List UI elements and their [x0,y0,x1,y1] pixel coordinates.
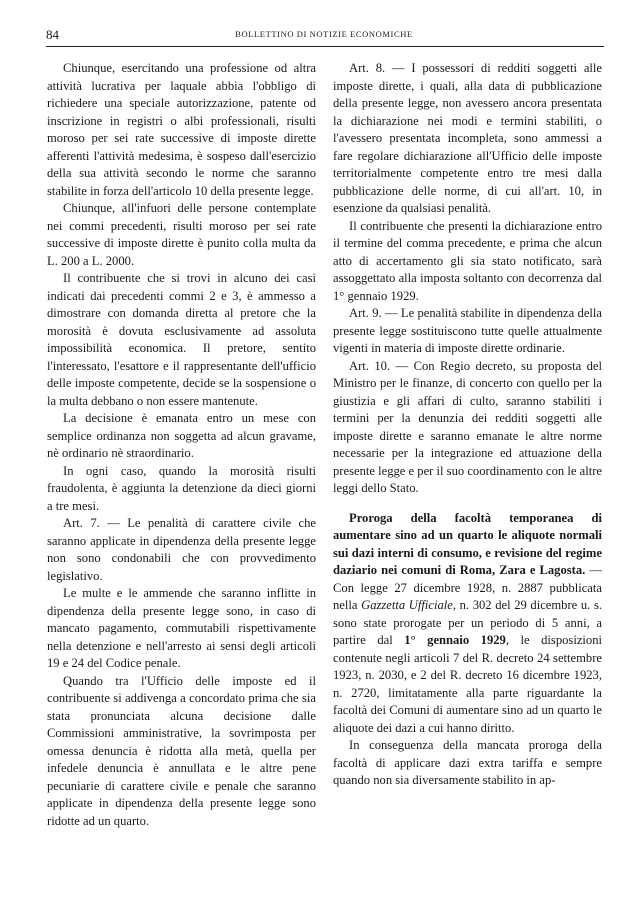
paragraph-decision-term: La decisione è emanata entro un mese con semplice ordinanza non soggetta ad alcun gravame, nè ordinario nè straordinario. [47,411,316,460]
page-header [46,27,602,47]
paragraph-art-7: Art. 7. — Le penalità di carattere civile che saranno applicate in dipendenza della presente legge non sono condonabili che con provvedimento legislativo. [47,516,316,583]
header-rule [46,46,604,47]
paragraph-art-8: Art. 8. — I possessori di redditi soggetti alle imposte dirette, i quali, alla data di pubblicazione della presente legge, non avessero ancora presentata la dichiarazione nei modi e termini stabiliti, o l'avessero presentata incompleta, sono ammessi a fare regolare dichiarazione all'Ufficio delle imposte territorialmente competente entro tre mesi dalla pubblicazione delle norme, di cui all'art. 10, in esenzione da qualsiasi penalità. [333,61,602,215]
right-column [333,60,602,790]
running-title: BOLLETTINO DI NOTIZIE ECONOMICHE [235,29,413,39]
gazzetta-ufficiale-title: Gazzetta Ufficiale [361,598,453,612]
paragraph-morosity-professionals: Chiunque, esercitando una professione od altra attività lucrativa per laquale abbia l'obbligo di richiedere una speciale autorizzazione, patente od inscrizione in registri o albi professionali, risulti moroso per sei rate successive di imposte dirette afferenti l'attività medesima, è sospeso dall'esercizio della sua attività secondo le norme che saranno stabilite in forza dell'articolo 10 della presente legge. [47,61,316,198]
paragraph-consequence: In conseguenza della mancata proroga della facoltà di applicare dazi extra tariffa e sempre quando non sia diversamente stabilito in ap- [333,738,602,787]
paragraph-art-10: Art. 10. — Con Regio decreto, su proposta del Ministro per le finanze, di concerto con quello per la giustizia e gli affari di culto, saranno stabiliti i termini per la denunzia dei redditi soggetti alle imposte dirette e saranno emanate le altre norme necessarie per la integrazione ed attuazione della presente legge e per il suo coordinamento con le altre leggi dello Stato. [333,358,602,495]
proroga-text-middle: , n. 302 del 29 dicembre u. s. sono state prorogate per un periodo di 5 anni, a partire dal [333,598,602,647]
page-number: 84 [46,27,59,42]
paragraph-proroga [333,510,602,738]
proroga-text-start: — Con legge 27 dicembre 1928, n. 2887 pubblicata nella [333,563,602,612]
paragraph-fines-commutation: Le multe e le ammende che saranno inflitte in dipendenza della presente legge sono, in caso di mancato pagamento, commutabili rispettivamente nella detenzione e nell'arresto ai sensi degli articoli 19 e 24 del Codice penale. [47,586,316,670]
proroga-start-date: 1° gennaio 1929 [404,633,506,647]
paragraph-fraudulent-morosity: In ogni caso, quando la morosità risulti fraudolenta, è aggiunta la detenzione da dieci giorni a tre mesi. [47,463,316,513]
paragraph-art-9: Art. 9. — Le penalità stabilite in dipendenza della presente legge sostituiscono tutte quelle attualmente vigenti in materia di imposte dirette ordinarie. [333,306,602,355]
section-title-proroga: Proroga della facoltà temporanea di aumentare sino ad un quarto le aliquote normali sui dazi interni di consumo, e revisione del regime daziario nei comuni di Roma, Zara e Lagosta. [333,510,602,577]
paragraph-morosity-fine: Chiunque, all'infuori delle persone contemplate nei commi precedenti, risulti moroso per sei rate successive di imposte dirette è punito colla multa da L. 200 a L. 2000. [47,201,316,268]
proroga-text-end: , le disposizioni contenute negli articoli 7 del R. decreto 24 settembre 1923, n. 2030, e 2 del R. decreto 16 dicembre 1923, n. 2720, limitatamente alla parte riguardante la facoltà dei Comuni di aumentare sino ad un quarto le aliquote dei dazi a cui hanno diritto. [333,633,603,735]
left-column [47,60,316,830]
paragraph-concordato: Quando tra l'Ufficio delle imposte ed il contribuente si addivenga a concordato prima che sia stata pronunciata alcuna decisione dalle Commissioni amministrative, la sovrimposta per omessa denuncia è ridotta alla metà, quella per infedele denuncia è annullata e le altre pene pecuniarie di carattere civile e penale che saranno applicate in dipendenza della presente legge sono ridotte ad un quarto. [47,673,316,828]
paragraph-art-8-declaration: Il contribuente che presenti la dichiarazione entro il termine del comma precedente, e prima che alcun atto di accertamento gli sia stato notificato, sarà assoggettato alla imposta soltanto con decorrenza dal 1° gennaio 1929. [333,218,602,303]
paragraph-impossibility-appeal: Il contribuente che si trovi in alcuno dei casi indicati dai precedenti commi 2 e 3, è ammesso a dimostrare con domanda diretta al pretore che la morosità è dovuta esclusivamente ad assoluta impossibilità economica. Il pretore, sentito l'interessato, l'esattore e il rappresentante dell'ufficio delle imposte competente, decide se la sospensione o la multa debbano o non essere mantenute. [47,271,316,408]
